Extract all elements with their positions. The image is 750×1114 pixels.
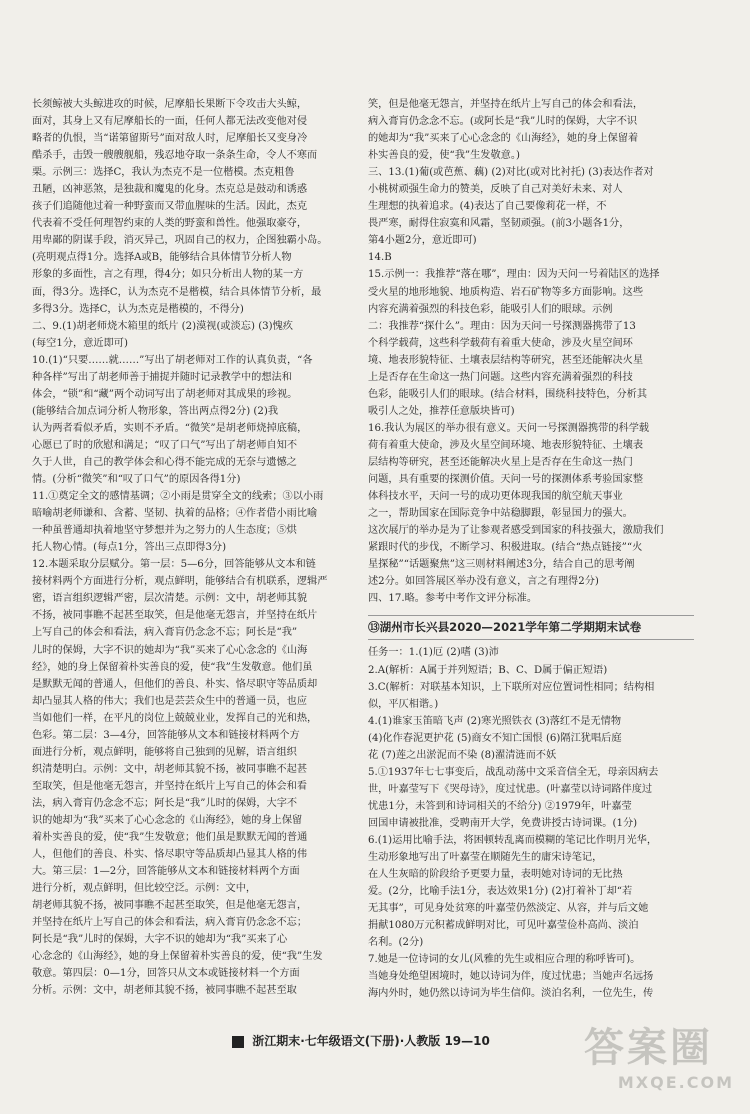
answer-line: 三、13.(1)葡(或芭蕉、藕) (2)对比(或对比衬托) (3)表达作者对 bbox=[368, 167, 654, 179]
answer-line: 二、9.(1)胡老师烧木箱里的纸片 (2)漠视(或淡忘) (3)愧疚 bbox=[32, 320, 293, 332]
answer-line: 朴实善良的爱，使“我”生发敬意。) bbox=[368, 150, 520, 162]
answer-line: 孩子们追随他过着一种野蛮而又带血腥味的生活。因此，杰克 bbox=[32, 201, 308, 213]
answer-line: 久于人世，自己的教学体会和心得不能完成的无奈与遗憾之 bbox=[32, 456, 297, 468]
answer-line: (4)化作春泥更护花 (5)商女不知亡国恨 (6)隔江犹唱后庭 bbox=[368, 732, 622, 744]
answer-line: 织清楚明白。示例：文中，胡老师其貌不扬，被同事瞧不起甚 bbox=[32, 763, 308, 775]
answer-line: 3.C(解析：对联基本知识，上下联所对应位置词性相同；结构相 bbox=[368, 681, 655, 693]
answer-line: 心念念的《山海经》，她的身上保留着朴实善良的爱，使“我”生发 bbox=[32, 951, 323, 963]
answer-line: 体会，“锁”和“藏”两个动词写出了胡老师对其成果的珍视。 bbox=[32, 388, 298, 400]
answer-line: 进行分析，观点鲜明，但比较空泛。示例：文中， bbox=[32, 883, 257, 895]
answer-line: 生动形象地写出了叶嘉莹在顺随先生的庸宋诗笔记， bbox=[368, 852, 603, 864]
answer-line: 不扬，被同事瞧不起甚至取笑，但是他毫无怨言，并坚持在纸片 bbox=[32, 610, 318, 622]
answer-line: 荷有着重大使命，涉及火星空间环境、地表形貌特征、土壤表 bbox=[368, 439, 644, 451]
answer-line: 当如他们一样，在平凡的岗位上兢兢业业，发挥自己的光和热， bbox=[32, 712, 318, 724]
answer-line: 受火星的地形地貌、地质构造、岩石矿物等多方面影响。这些 bbox=[368, 286, 644, 298]
right-column-bottom bbox=[368, 644, 694, 1002]
answer-line: 7.她是一位诗词的女儿(风雅的先生或相应合理的称呼皆可)。 bbox=[368, 954, 641, 966]
answer-line: 6.(1)运用比喻手法，将困顿转乱离而模糊的笔记比作明月光华， bbox=[368, 834, 658, 846]
answer-line: 阿长是“我”儿时的保姆，大字不识的她却为“我”买来了心 bbox=[32, 934, 288, 946]
answer-line: 内容充满着强烈的科技色彩，能吸引人们的眼球。示例 bbox=[368, 303, 613, 315]
answer-line: 述2分。如回答展区举办没有意义，言之有理得2分) bbox=[368, 576, 599, 588]
answer-line: 生理想的执着追求。(4)表达了自己要像莉花一样，不 bbox=[368, 201, 607, 213]
answer-line: 14.B bbox=[368, 252, 392, 264]
answer-line: 吸引人之处，推荐任意版块皆可) bbox=[368, 405, 515, 417]
answer-line: 星探秘”“话题聚焦”这三则材料阐述3分，结合自己的思考阐 bbox=[368, 559, 635, 571]
answer-line: 无其事”，可见身处贫寒的叶嘉莹仍然淡定、从容，并与后文她 bbox=[368, 903, 649, 915]
answer-line: 体科技水平，天问一号的成功更体现我国的航空航天事业 bbox=[368, 491, 623, 503]
right-column bbox=[368, 96, 694, 1002]
answer-line: 在人生灰暗的阶段给予更要力量，表明她对诗词的无比热 bbox=[368, 869, 623, 881]
answer-line: 接材料两个方面进行分析，观点鲜明，能够结合有机联系，逻辑严 bbox=[32, 576, 328, 588]
answer-line: 情。(分析“微笑”和“叹了口气”的原因各得1分) bbox=[32, 474, 241, 486]
answer-line: 回国申请被批准，受聘南开大学，免费讲授古诗词课。(1分) bbox=[368, 817, 638, 829]
answer-line: 境、地表形貌特征、土壤表层结构等研究，甚至还能解决火星 bbox=[368, 354, 644, 366]
answer-line: 二：我推荐“探什么”。理由：因为天问一号探测器携带了13 bbox=[368, 320, 636, 332]
answer-line: 栗。示例三：选择C，我认为杰克不是一位楷模。杰克粗鲁 bbox=[32, 167, 295, 179]
answer-line: 上写自己的体会和看法，病入膏肓仍念念不忘；阿长是“我” bbox=[32, 627, 298, 639]
footer-text: 浙江期末·七年级语文(下册)·人教版 19—10 bbox=[252, 1034, 490, 1048]
answer-line: 层结构等研究，甚至还能解决火星上是否存在生命这一热门 bbox=[368, 456, 633, 468]
answer-line: 面对，其身上又有尼摩船长的一面，任何人都无法改变他对侵 bbox=[32, 116, 308, 128]
answer-line: 至取笑，但是他毫无怨言，并坚持在纸片上写自己的体会和看 bbox=[32, 780, 308, 792]
answer-line: 经》，她的身上保留着朴实善良的爱，使“我”生发敬意。他们虽 bbox=[32, 661, 313, 673]
answer-line: (亮明观点得1分。选择A或B，能够结合具体情节分析人物 bbox=[32, 252, 292, 264]
answer-line: 爱。(2分，比喻手法1分，表达效果1分) (2)打着补丁却“若 bbox=[368, 886, 633, 898]
answer-line: 问题，具有重要的探测价值。天问一号的探测体系考验国家整 bbox=[368, 474, 644, 486]
answer-line: 丑陋，凶神恶煞，是独裁和魔鬼的化身。杰克总是鼓动和诱惑 bbox=[32, 184, 308, 196]
answer-line: 之一，帮助国家在国际竞争中站稳脚跟，彰显国力的强大。 bbox=[368, 508, 633, 520]
answer-line: (能够结合加点词分析人物形象，答出两点得2分) (2)我 bbox=[32, 405, 279, 417]
answer-line: 名利。(2分) bbox=[368, 937, 424, 949]
watermark-big: 答案圈 bbox=[584, 1025, 713, 1071]
answer-line: 紧跟时代的步伐，不断学习、积极进取。(结合“热点链接”“火 bbox=[368, 542, 643, 554]
answer-line: 上是否存在生命这一热门问题。这些内容充满着强烈的科技 bbox=[368, 371, 633, 383]
answer-line: 心愿已了时的欣慰和满足；“叹了口气”写出了胡老师自知不 bbox=[32, 439, 298, 451]
answer-line: 10.(1)“只要……就……”写出了胡老师对工作的认真负责，“各 bbox=[32, 354, 313, 366]
answer-line: 一种虽普通却执着地坚守梦想并为之努力的人生态度；⑤烘 bbox=[32, 525, 297, 537]
answer-line: 并坚持在纸片上写自己的体会和看法，病入膏肓仍念念不忘； bbox=[32, 917, 308, 929]
answer-line: 胡老师其貌不扬，被同事瞧不起甚至取笑，但是他毫无怨言， bbox=[32, 900, 308, 912]
answer-line: 密，语言组织逻辑严密，层次清楚。示例：文中，胡老师其貌 bbox=[32, 593, 308, 605]
watermark bbox=[584, 1016, 734, 1092]
answer-line: 敬意。第四层：0—1分，回答只从文本或链接材料一个方面 bbox=[32, 968, 300, 980]
answer-line: 托人物心情。(每点1分，答出三点即得3分) bbox=[32, 542, 227, 554]
answer-line: 识的她却为“我”买来了心心念念的《山海经》，她的身上保留 bbox=[32, 814, 303, 826]
answer-line: 2.A(解析：A属于并列短语；B、C、D属于偏正短语) bbox=[368, 664, 608, 676]
answer-line: 任务一：1.(1)厄 (2)嗜 (3)沛 bbox=[368, 647, 499, 659]
answer-line: 畏严寒，耐得住寂寞和风霜，坚韧顽强。(前3小题各1分， bbox=[368, 218, 630, 230]
answer-line: 是默默无闻的普通人，但他们的善良、朴实、恪尽职守等品质却 bbox=[32, 678, 318, 690]
answer-line: 小桃树顽强生命力的赞美，反映了自己对美好未来、对人 bbox=[368, 184, 623, 196]
watermark-small: MXQE.COM bbox=[617, 1073, 734, 1092]
answer-line: 笑，但是他毫无怨言，并坚持在纸片上写自己的体会和看法， bbox=[368, 99, 644, 110]
answer-line: 用卑鄙的阴谋手段，消灭异己，巩固自己的权力，企图独霸小岛。 bbox=[32, 235, 328, 247]
answer-line: 海内外时，她仍然以诗词为毕生信仰。淡泊名利，一位先生，传 bbox=[368, 988, 654, 1000]
footer-square-icon bbox=[232, 1036, 244, 1048]
answer-line: 似，平仄相谐。) bbox=[368, 698, 439, 710]
answer-line: 15.示例一：我推荐“落在哪”，理由：因为天问一号着陆区的选择 bbox=[368, 269, 660, 281]
answer-line: 却凸显其人格的伟大；我们也是芸芸众生中的普通一员，也应 bbox=[32, 695, 308, 707]
answer-line: 面进行分析，观点鲜明，能够将自己独到的见解，语言组织 bbox=[32, 746, 297, 758]
answer-line: 捐献1080万元积蓄成鲜明对比，可见叶嘉莹俭朴高尚、淡泊 bbox=[368, 920, 639, 932]
answer-line: 多得3分。选择C，认为杰克是楷模的，不得分) bbox=[32, 303, 244, 315]
answer-line: 大。第三层：1—2分，回答能够从文本和链接材料两个方面 bbox=[32, 866, 300, 878]
answer-line: 11.①奠定全文的感情基调；②小雨是贯穿全文的线索；③以小雨 bbox=[32, 491, 324, 503]
answer-line: 第4小题2分，意近即可) bbox=[368, 235, 477, 247]
answer-line: 当她身处绝望困境时，她以诗词为伴，度过忧患；当她声名远扬 bbox=[368, 971, 654, 983]
answer-line: 酷杀手，击毁一艘艘舰船，残忍地夺取一条条生命，令人不寒而 bbox=[32, 150, 318, 162]
answer-line: 四、17.略。参考中考作文评分标准。 bbox=[368, 593, 538, 605]
answer-line: 色彩。第二层：3—4分，回答能够从文本和链接材料两个方 bbox=[32, 729, 300, 741]
answer-line: (每空1分，意近即可) bbox=[32, 337, 128, 349]
answer-line: 这次展厅的举办是为了让参观者感受到国家的科技强大，激励我们 bbox=[368, 525, 664, 537]
answer-line: 面，得3分。选择C，认为杰克不是楷模，结合具体情节分析，最 bbox=[32, 286, 322, 298]
answer-line: 4.(1)谁家玉笛暗飞声 (2)寒光照铁衣 (3)落红不是无情物 bbox=[368, 715, 622, 727]
answer-line: 种各样”写出了胡老师善于捕捉并随时记录教学中的想法和 bbox=[32, 371, 292, 383]
answer-line: 儿时的保姆，大字不识的她却为“我”买来了心心念念的《山海 bbox=[32, 644, 308, 656]
answer-line: 代表着不受任何理智约束的人类的野蛮和兽性。他强取豪夺， bbox=[32, 218, 308, 230]
answer-line: 着朴实善良的爱，使“我”生发敬意；他们虽是默默无闻的普通 bbox=[32, 832, 308, 844]
answer-line: 色彩，能吸引人们的眼球。(结合材料，围绕科技特色，分析其 bbox=[368, 388, 648, 400]
answer-line: 分析。示例：文中，胡老师其貌不扬，被同事瞧不起甚至取 bbox=[32, 985, 297, 997]
answer-line: 世，叶嘉莹写下《哭母诗》，度过忧患。(叶嘉莹以诗词路伴度过 bbox=[368, 783, 653, 795]
answer-line: 形象的多面性，言之有理，得4分；如只分析出人物的某一方 bbox=[32, 269, 304, 281]
answer-line: 12.本题采取分层赋分。第一层：5—6分，回答能够从文本和链 bbox=[32, 559, 316, 571]
right-column-top bbox=[368, 96, 694, 607]
answer-line: 忧患1分，未答到和诗词相关的不给分) ②1979年，叶嘉莹 bbox=[368, 800, 632, 812]
answer-line: 病入膏肓仍念念不忘。(或阿长是“我”儿时的保姆，大字不识 bbox=[368, 116, 638, 128]
answer-line: 人，但他们的善良、朴实、恪尽职守等品质却凸显其人格的伟 bbox=[32, 849, 308, 861]
left-column bbox=[32, 96, 354, 999]
answer-line: 5.①1937年七七事变后，战乱动荡中文采音信全无，母亲因病去 bbox=[368, 766, 659, 778]
page-footer bbox=[232, 1032, 490, 1049]
answer-line: 略者的仇恨，当“诺第留斯号”面对敌人时，尼摩船长又变身冷 bbox=[32, 133, 308, 145]
answer-line: 个科学载荷，这些科学载荷有着重大使命，涉及火星空间环 bbox=[368, 337, 633, 349]
answer-line: 的她却为“我”买来了心心念念的《山海经》，她的身上保留着 bbox=[368, 133, 639, 145]
answer-line: 16.我认为展区的举办很有意义。天问一号探测器携带的科学载 bbox=[368, 422, 650, 434]
answer-line: 法，病入膏肓仍念念不忘；阿长是“我”儿时的保姆，大字不 bbox=[32, 797, 298, 809]
answer-line: 暗喻胡老师谦和、含蓄、坚韧、执着的品格；④作者借小雨比喻 bbox=[32, 508, 318, 520]
answer-line: 花 (7)莲之出淤泥而不染 (8)濯清涟而不妖 bbox=[368, 749, 557, 761]
answer-line: 认为两者看似矛盾，实则不矛盾。“微笑”是胡老师烧掉底稿， bbox=[32, 422, 308, 434]
answer-line: 长须鲸被大头鲸进攻的时候，尼摩船长果断下令攻击大头鲸， bbox=[32, 99, 308, 110]
section-title: ⑬湖州市长兴县2020—2021学年第二学期期末试卷 bbox=[368, 615, 694, 640]
